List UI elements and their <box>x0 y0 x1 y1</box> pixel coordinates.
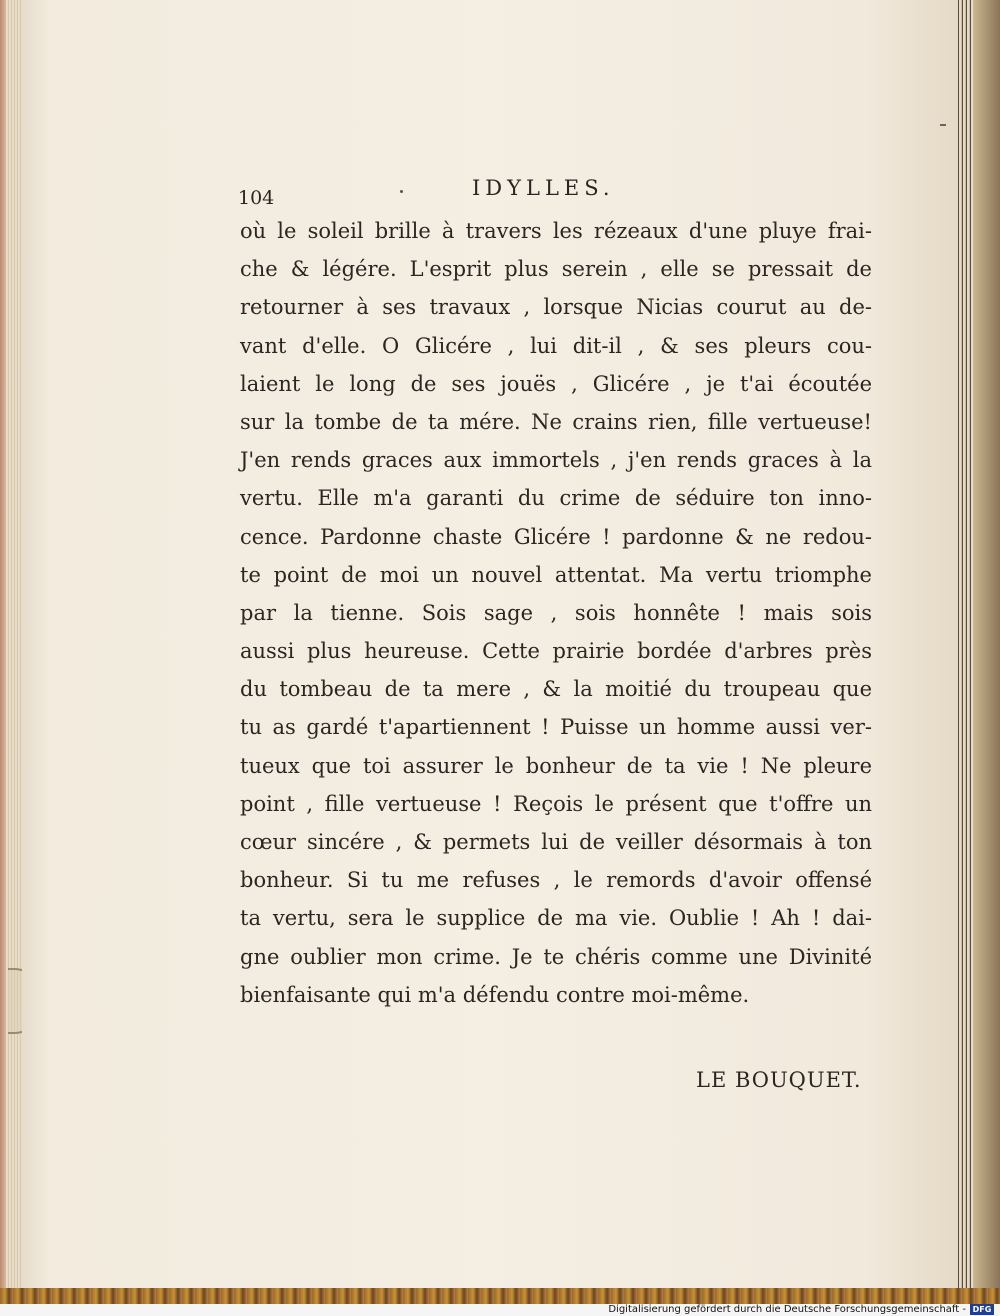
text-line: che & légére. L'esprit plus serein , elle se pressait de <box>240 257 872 282</box>
dfg-logo: DFG <box>970 1304 994 1315</box>
text-line: bienfaisante qui m'a défendu contre moi-même. <box>240 982 750 1007</box>
running-title: IDYLLES. <box>472 176 615 200</box>
text-line: gne oublier mon crime. Je te chéris comme une Divinité <box>240 944 872 969</box>
text-line: cence. Pardonne chaste Glicére ! pardonne & ne redou- <box>240 524 872 549</box>
text-line: point , fille vertueuse ! Reçois le présent que t'offre un <box>240 791 872 816</box>
text-line: par la tienne. Sois sage , sois honnête ! mais sois <box>240 600 872 625</box>
text-line: bonheur. Si tu me refuses , le remords d'avoir offensé <box>240 868 872 893</box>
text-line: sur la tombe de ta mére. Ne crains rien, fille vertueuse! <box>240 409 872 434</box>
text-line: tueux que toi assurer le bonheur de ta vie ! Ne pleure <box>240 753 872 778</box>
text-line: où le soleil brille à travers les rézeaux d'une pluye frai- <box>240 219 872 243</box>
text-line: du tombeau de ta mere , & la moitié du troupeau que <box>240 677 872 702</box>
text-line: tu as gardé t'apartiennent ! Puisse un homme aussi ver- <box>240 715 872 740</box>
text-line: laient le long de ses jouës , Glicére , je t'ai écoutée <box>240 371 872 396</box>
right-page-edges <box>958 0 1000 1296</box>
section-title: LE BOUQUET. <box>696 1068 862 1092</box>
digitization-credit: Digitalisierung gefördert durch die Deutsche Forschungsgemeinschaft - <box>608 1304 966 1315</box>
text-line: cœur sincére , & permets lui de veiller désormais à ton <box>240 830 872 854</box>
body-text <box>240 212 872 1014</box>
text-line: ta vertu, sera le supplice de ma vie. Oublie ! Ah ! dai- <box>240 906 872 931</box>
left-page-edges <box>0 0 24 1316</box>
header-dot <box>400 190 403 193</box>
page-number: 104 <box>238 187 275 209</box>
text-line: te point de moi un nouvel attentat. Ma vertu triomphe <box>240 562 872 587</box>
bottom-gilt-edge <box>0 1288 1000 1304</box>
margin-mark <box>940 124 946 126</box>
text-line: vertu. Elle m'a garanti du crime de séduire ton inno- <box>240 486 872 511</box>
text-line: retourner à ses travaux , lorsque Nicias courut au de- <box>240 295 872 320</box>
text-line: vant d'elle. O Glicére , lui dit-il , & ses pleurs cou- <box>240 333 872 358</box>
text-line: aussi plus heureuse. Cette prairie bordée d'arbres près <box>240 639 872 664</box>
text-line: J'en rends graces aux immortels , j'en rends graces à la <box>240 448 872 473</box>
